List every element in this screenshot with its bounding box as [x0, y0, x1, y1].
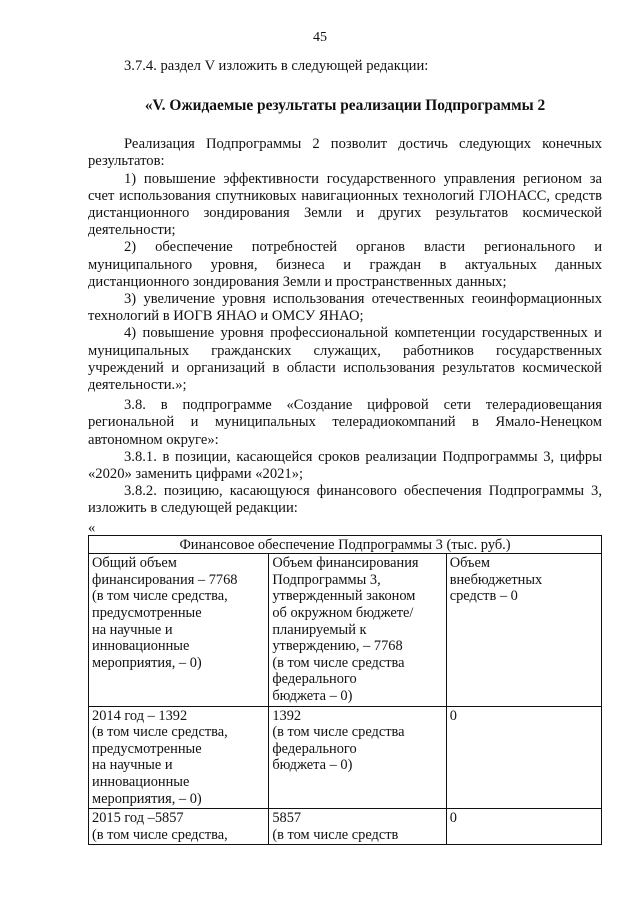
page-number: 45: [313, 30, 327, 45]
cell-line: утвержденный законом: [272, 588, 416, 605]
cell-line: утверждению, – 7768: [272, 638, 403, 655]
cell-line: инновационные: [92, 773, 190, 790]
cell-line: 2014 год – 1392: [92, 707, 188, 724]
table-row-2015: [89, 809, 602, 845]
row-2015-budget-cell: [269, 809, 446, 845]
cell-line: 5857: [272, 810, 302, 827]
cell-line: 2015 год –5857: [92, 810, 184, 827]
cell-line: мероприятия, – 0): [92, 654, 202, 671]
cell-line: (в том числе средства: [272, 724, 405, 741]
cell-line: (в том числе средства,: [92, 826, 228, 843]
cell-line: 1392: [272, 707, 302, 724]
financing-table: [88, 535, 602, 846]
cell-line: на научные и: [92, 621, 173, 638]
table-caption: Финансовое обеспечение Подпрограммы 3 (тыс. руб.): [89, 535, 602, 554]
cell-line: предусмотренные: [92, 740, 202, 757]
table-caption-row: [89, 535, 602, 554]
cell-line: на научные и: [92, 757, 173, 774]
cell-line: бюджета – 0): [272, 688, 353, 705]
paragraph-intro: Реализация Подпрограммы 2 позволит достичь следующих конечных результатов:: [88, 136, 602, 170]
cell-line: 0: [449, 810, 457, 827]
cell-line: федерального: [272, 740, 357, 757]
cell-line: 0: [449, 707, 457, 724]
table-header-row: [89, 554, 602, 706]
table-row-2014: [89, 706, 602, 809]
result-item-3: 3) увеличение уровня использования отечественных геоинформационных технологий в ИОГВ ЯНАО и ОМСУ ЯНАО;: [88, 291, 602, 325]
cell-line: Подпрограммы 3,: [272, 571, 381, 588]
cell-line: финансирования – 7768: [92, 571, 238, 588]
paragraph-3-7-4: 3.7.4. раздел V изложить в следующей редакции:: [124, 58, 429, 74]
row-2014-offbudget-cell: [446, 706, 601, 809]
opening-quote-mark: «: [88, 519, 96, 536]
cell-line: мероприятия, – 0): [92, 790, 202, 807]
row-2015-total-cell: [89, 809, 269, 845]
section-heading: «V. Ожидаемые результаты реализации Подпрограммы 2: [144, 97, 546, 115]
cell-line: внебюджетных: [449, 571, 543, 588]
cell-line: Общий объем: [92, 555, 177, 572]
cell-line: (в том числе средства,: [92, 724, 228, 741]
cell-line: Объем: [449, 555, 490, 572]
paragraph-3-8-1: 3.8.1. в позиции, касающейся сроков реализации Подпрограммы 3, цифры «2020» заменить цифрами «2021»;: [88, 448, 602, 483]
cell-line: Объем финансирования: [272, 555, 419, 572]
cell-line: бюджета – 0): [272, 757, 353, 774]
header-budget-cell: [269, 554, 446, 706]
cell-line: (в том числе средств: [272, 826, 399, 843]
cell-line: предусмотренные: [92, 605, 202, 622]
cell-line: (в том числе средства,: [92, 588, 228, 605]
row-2014-total-cell: [89, 706, 269, 809]
result-item-1: 1) повышение эффективности государственного управления регионом за счет использования спутниковых навигационных технологий ГЛОНАСС, средств дистанционного зондирования Земли и других результатов космической деятельности;: [88, 170, 602, 239]
document-body: [88, 58, 602, 845]
row-2015-offbudget-cell: [446, 809, 601, 845]
paragraph-3-8: 3.8. в подпрограмме «Создание цифровой сети телерадиовещания региональной и муниципальных телерадиокомпаний в Ямало-Ненецком автономном округе»:: [88, 397, 602, 448]
result-item-2: 2) обеспечение потребностей органов власти регионального и муниципального уровня, бизнеса и граждан в актуальных данных дистанционного зондирования Земли и пространственных данных;: [88, 239, 602, 290]
paragraph-3-8-2: 3.8.2. позицию, касающуюся финансового обеспечения Подпрограммы 3, изложить в следующей редакции:: [88, 483, 602, 517]
cell-line: об окружном бюджете/: [272, 605, 414, 622]
cell-line: средств – 0: [449, 588, 518, 605]
header-total-cell: [89, 554, 269, 706]
cell-line: планируемый к: [272, 621, 367, 638]
row-2014-budget-cell: [269, 706, 446, 809]
cell-line: инновационные: [92, 638, 190, 655]
cell-line: (в том числе средства: [272, 654, 405, 671]
header-offbudget-cell: [446, 554, 601, 706]
cell-line: федерального: [272, 671, 357, 688]
result-item-4: 4) повышение уровня профессиональной компетенции государственных и муниципальных гражданских служащих, работников государственных учреждений и организаций в области использования результатов космической деятельности.»;: [88, 325, 602, 394]
